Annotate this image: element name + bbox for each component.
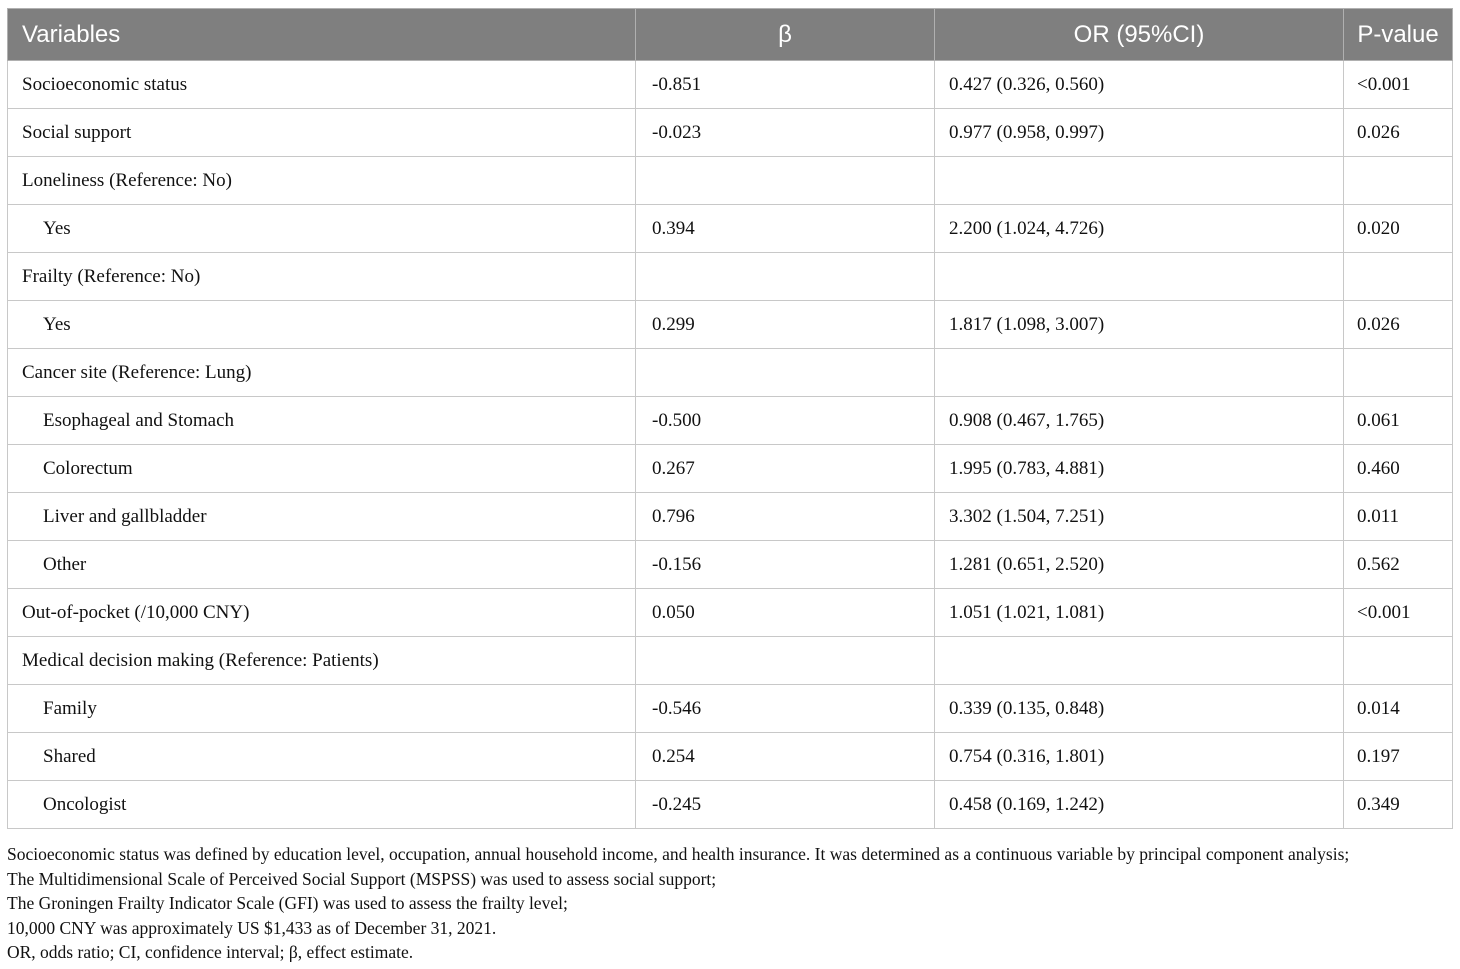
cell-odds-ratio	[935, 637, 1344, 685]
footnote-currency: 10,000 CNY was approximately US $1,433 as of December 31, 2021.	[7, 917, 497, 938]
cell-variable: Family	[8, 685, 636, 733]
cell-beta: -0.546	[636, 685, 935, 733]
cell-variable: Medical decision making (Reference: Patients)	[8, 637, 636, 685]
cell-p-value	[1344, 157, 1453, 205]
cell-variable: Other	[8, 541, 636, 589]
cell-beta	[636, 253, 935, 301]
cell-p-value: <0.001	[1344, 589, 1453, 637]
cell-p-value: 0.014	[1344, 685, 1453, 733]
table-row	[8, 301, 1453, 349]
cell-p-value: 0.197	[1344, 733, 1453, 781]
cell-beta	[636, 157, 935, 205]
cell-variable: Liver and gallbladder	[8, 493, 636, 541]
cell-odds-ratio: 1.281 (0.651, 2.520)	[935, 541, 1344, 589]
table-row	[8, 685, 1453, 733]
cell-odds-ratio: 0.908 (0.467, 1.765)	[935, 397, 1344, 445]
table-row	[8, 541, 1453, 589]
cell-odds-ratio: 1.817 (1.098, 3.007)	[935, 301, 1344, 349]
cell-p-value	[1344, 253, 1453, 301]
cell-p-value: 0.562	[1344, 541, 1453, 589]
table-row	[8, 205, 1453, 253]
header-p-value: P-value	[1344, 9, 1453, 61]
header-odds-ratio: OR (95%CI)	[935, 9, 1344, 61]
cell-beta: -0.851	[636, 61, 935, 109]
table-row-group-header	[8, 637, 1453, 685]
cell-beta: 0.050	[636, 589, 935, 637]
cell-odds-ratio: 0.977 (0.958, 0.997)	[935, 109, 1344, 157]
table-row-group-header	[8, 253, 1453, 301]
footnote-gfi: The Groningen Frailty Indicator Scale (GFI) was used to assess the frailty level;	[7, 893, 568, 913]
cell-variable: Yes	[8, 205, 636, 253]
cell-variable: Out-of-pocket (/10,000 CNY)	[8, 589, 636, 637]
cell-beta: -0.156	[636, 541, 935, 589]
table-row	[8, 61, 1453, 109]
cell-p-value: 0.020	[1344, 205, 1453, 253]
cell-variable: Shared	[8, 733, 636, 781]
table-row	[8, 589, 1453, 637]
header-beta: β	[636, 9, 935, 61]
cell-p-value: 0.011	[1344, 493, 1453, 541]
cell-odds-ratio: 1.995 (0.783, 4.881)	[935, 445, 1344, 493]
cell-p-value	[1344, 349, 1453, 397]
cell-beta: -0.023	[636, 109, 935, 157]
cell-variable: Social support	[8, 109, 636, 157]
cell-p-value: 0.026	[1344, 109, 1453, 157]
header-variables: Variables	[8, 9, 636, 61]
cell-variable: Cancer site (Reference: Lung)	[8, 349, 636, 397]
table-row	[8, 397, 1453, 445]
footnote-abbreviations: OR, odds ratio; CI, confidence interval; β, effect estimate.	[7, 942, 414, 962]
cell-p-value: <0.001	[1344, 61, 1453, 109]
results-table-container	[7, 8, 1452, 829]
logistic-regression-table	[7, 8, 1453, 829]
cell-odds-ratio	[935, 253, 1344, 301]
table-row	[8, 733, 1453, 781]
table-row	[8, 781, 1453, 829]
cell-variable: Loneliness (Reference: No)	[8, 157, 636, 205]
cell-odds-ratio: 2.200 (1.024, 4.726)	[935, 205, 1344, 253]
cell-variable: Socioeconomic status	[8, 61, 636, 109]
table-footnotes	[7, 842, 1457, 965]
cell-beta	[636, 349, 935, 397]
table-row-group-header	[8, 349, 1453, 397]
cell-beta: 0.394	[636, 205, 935, 253]
table-row-group-header	[8, 157, 1453, 205]
footnote-socioeconomic: Socioeconomic status was defined by education level, occupation, annual household income, and health insurance. It was determined as a continuous variable by principal component analysis;	[7, 844, 1350, 864]
cell-odds-ratio: 3.302 (1.504, 7.251)	[935, 493, 1344, 541]
cell-p-value: 0.026	[1344, 301, 1453, 349]
cell-beta	[636, 637, 935, 685]
cell-p-value: 0.061	[1344, 397, 1453, 445]
footnote-mspss: The Multidimensional Scale of Perceived Social Support (MSPSS) was used to assess social support;	[7, 868, 717, 889]
table-header-row	[8, 9, 1453, 61]
cell-variable: Esophageal and Stomach	[8, 397, 636, 445]
cell-odds-ratio: 0.754 (0.316, 1.801)	[935, 733, 1344, 781]
cell-variable: Frailty (Reference: No)	[8, 253, 636, 301]
cell-beta: 0.267	[636, 445, 935, 493]
table-row	[8, 445, 1453, 493]
cell-beta: 0.796	[636, 493, 935, 541]
cell-odds-ratio: 0.339 (0.135, 0.848)	[935, 685, 1344, 733]
cell-odds-ratio: 0.427 (0.326, 0.560)	[935, 61, 1344, 109]
cell-odds-ratio: 0.458 (0.169, 1.242)	[935, 781, 1344, 829]
cell-beta: -0.245	[636, 781, 935, 829]
cell-variable: Colorectum	[8, 445, 636, 493]
cell-beta: -0.500	[636, 397, 935, 445]
cell-odds-ratio: 1.051 (1.021, 1.081)	[935, 589, 1344, 637]
cell-variable: Yes	[8, 301, 636, 349]
cell-variable: Oncologist	[8, 781, 636, 829]
cell-odds-ratio	[935, 157, 1344, 205]
table-row	[8, 493, 1453, 541]
cell-p-value: 0.460	[1344, 445, 1453, 493]
cell-p-value: 0.349	[1344, 781, 1453, 829]
cell-odds-ratio	[935, 349, 1344, 397]
cell-p-value	[1344, 637, 1453, 685]
cell-beta: 0.299	[636, 301, 935, 349]
table-row	[8, 109, 1453, 157]
cell-beta: 0.254	[636, 733, 935, 781]
